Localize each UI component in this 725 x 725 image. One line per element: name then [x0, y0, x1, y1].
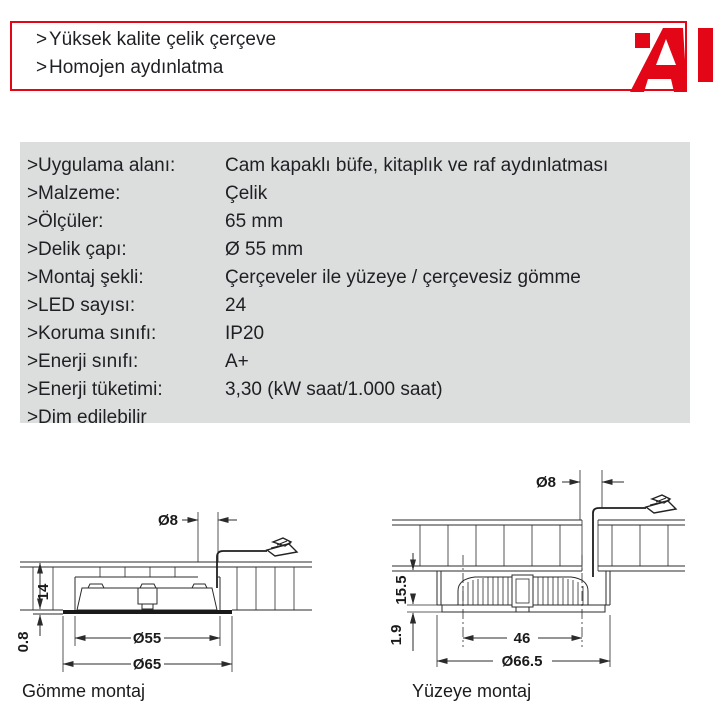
spec-label: Delik çapı:: [38, 239, 127, 260]
dim-label-lip: 1.9: [388, 624, 405, 646]
dim-label-hole: Ø8: [157, 512, 179, 529]
plug-connector-icon: [646, 495, 676, 513]
spec-row: [20, 180, 690, 208]
spec-label: Dim edilebilir: [38, 407, 147, 428]
dim-label-protrusion: 0.8: [15, 631, 32, 653]
spec-row: [20, 348, 690, 376]
cable: [217, 551, 267, 588]
dimension-thickness: [35, 563, 52, 609]
dimension-protrusion: [15, 615, 40, 652]
spec-value: A+: [225, 351, 249, 372]
spec-box: [20, 142, 690, 428]
spec-value: 3,30 (kW saat/1.000 saat): [225, 379, 443, 400]
bullet-icon: >: [27, 379, 39, 400]
spec-label: Enerji sınıfı:: [38, 351, 139, 372]
bullet-icon: >: [27, 295, 39, 316]
spec-value: Cam kapaklı büfe, kitaplık ve raf aydınlatması: [225, 155, 609, 176]
dim-label-outer: Ø65: [132, 656, 162, 673]
bullet-icon: >: [27, 239, 39, 260]
dim-label-hole: Ø8: [535, 474, 557, 491]
dim-label-thickness: 14: [35, 583, 52, 601]
spec-value: Çerçeveler ile yüzeye / çerçevesiz gömme: [225, 267, 581, 288]
spec-label: Malzeme:: [38, 183, 121, 204]
spec-label: Montaj şekli:: [38, 267, 144, 288]
spec-label: Ölçüler:: [38, 211, 104, 232]
dimension-height: [393, 553, 442, 630]
spec-row: [20, 152, 690, 180]
dimension-hole: [158, 512, 237, 562]
highlight-item: [12, 54, 685, 82]
dimension-hole: [536, 470, 624, 520]
spec-row: [20, 236, 690, 264]
drawing-caption-surface: Yüzeye montaj: [412, 681, 532, 701]
trim-ring: [63, 610, 232, 614]
spec-value: [225, 404, 690, 432]
spec-label: Enerji tüketimi:: [38, 379, 163, 400]
bullet-icon: >: [27, 267, 39, 288]
dim-label-inner: Ø55: [132, 630, 162, 647]
brand-logo-a-icon: [630, 26, 715, 92]
spec-label: Koruma sınıfı:: [38, 323, 157, 344]
plug-connector-icon: [267, 538, 297, 556]
dim-label-outer: Ø66.5: [501, 653, 543, 670]
bullet-icon: >: [27, 183, 39, 204]
bullet-icon: >: [27, 211, 39, 232]
drawing-caption-recessed: Gömme montaj: [22, 681, 146, 701]
dim-label-height: 15.5: [393, 575, 410, 605]
highlight-text: Yüksek kalite çelik çerçeve: [49, 29, 277, 50]
spec-row: [20, 264, 690, 292]
spec-label: LED sayısı:: [38, 295, 136, 316]
highlight-item: [12, 26, 685, 54]
dimension-inner-width: [463, 630, 582, 647]
spec-value: 65 mm: [225, 211, 284, 232]
spec-value: IP20: [225, 323, 265, 344]
highlight-box: [10, 21, 687, 91]
spec-row: [20, 376, 690, 404]
highlight-text: Homojen aydınlatma: [49, 57, 224, 78]
bullet-icon: >: [27, 155, 39, 176]
bullet-icon: >: [27, 323, 39, 344]
bullet-icon: >: [27, 407, 39, 428]
bullet-icon: >: [36, 57, 48, 78]
spec-label: Uygulama alanı:: [38, 155, 176, 176]
spec-row: [20, 292, 690, 320]
dim-label-inner-width: 46: [513, 630, 531, 647]
spec-row: [20, 208, 690, 236]
dimension-inner-diameter: [75, 616, 220, 647]
spec-value: Çelik: [225, 183, 268, 204]
drawing-surface-mount: [385, 455, 725, 670]
drawing-recessed-mount: [15, 500, 345, 680]
spec-row: [20, 320, 690, 348]
bullet-icon: >: [27, 351, 39, 372]
spec-value: Ø 55 mm: [225, 239, 304, 260]
cable: [593, 508, 646, 577]
board-cross-section: [392, 520, 685, 571]
spec-value: 24: [225, 295, 247, 316]
spec-row: [20, 404, 690, 432]
bullet-icon: >: [36, 29, 48, 50]
